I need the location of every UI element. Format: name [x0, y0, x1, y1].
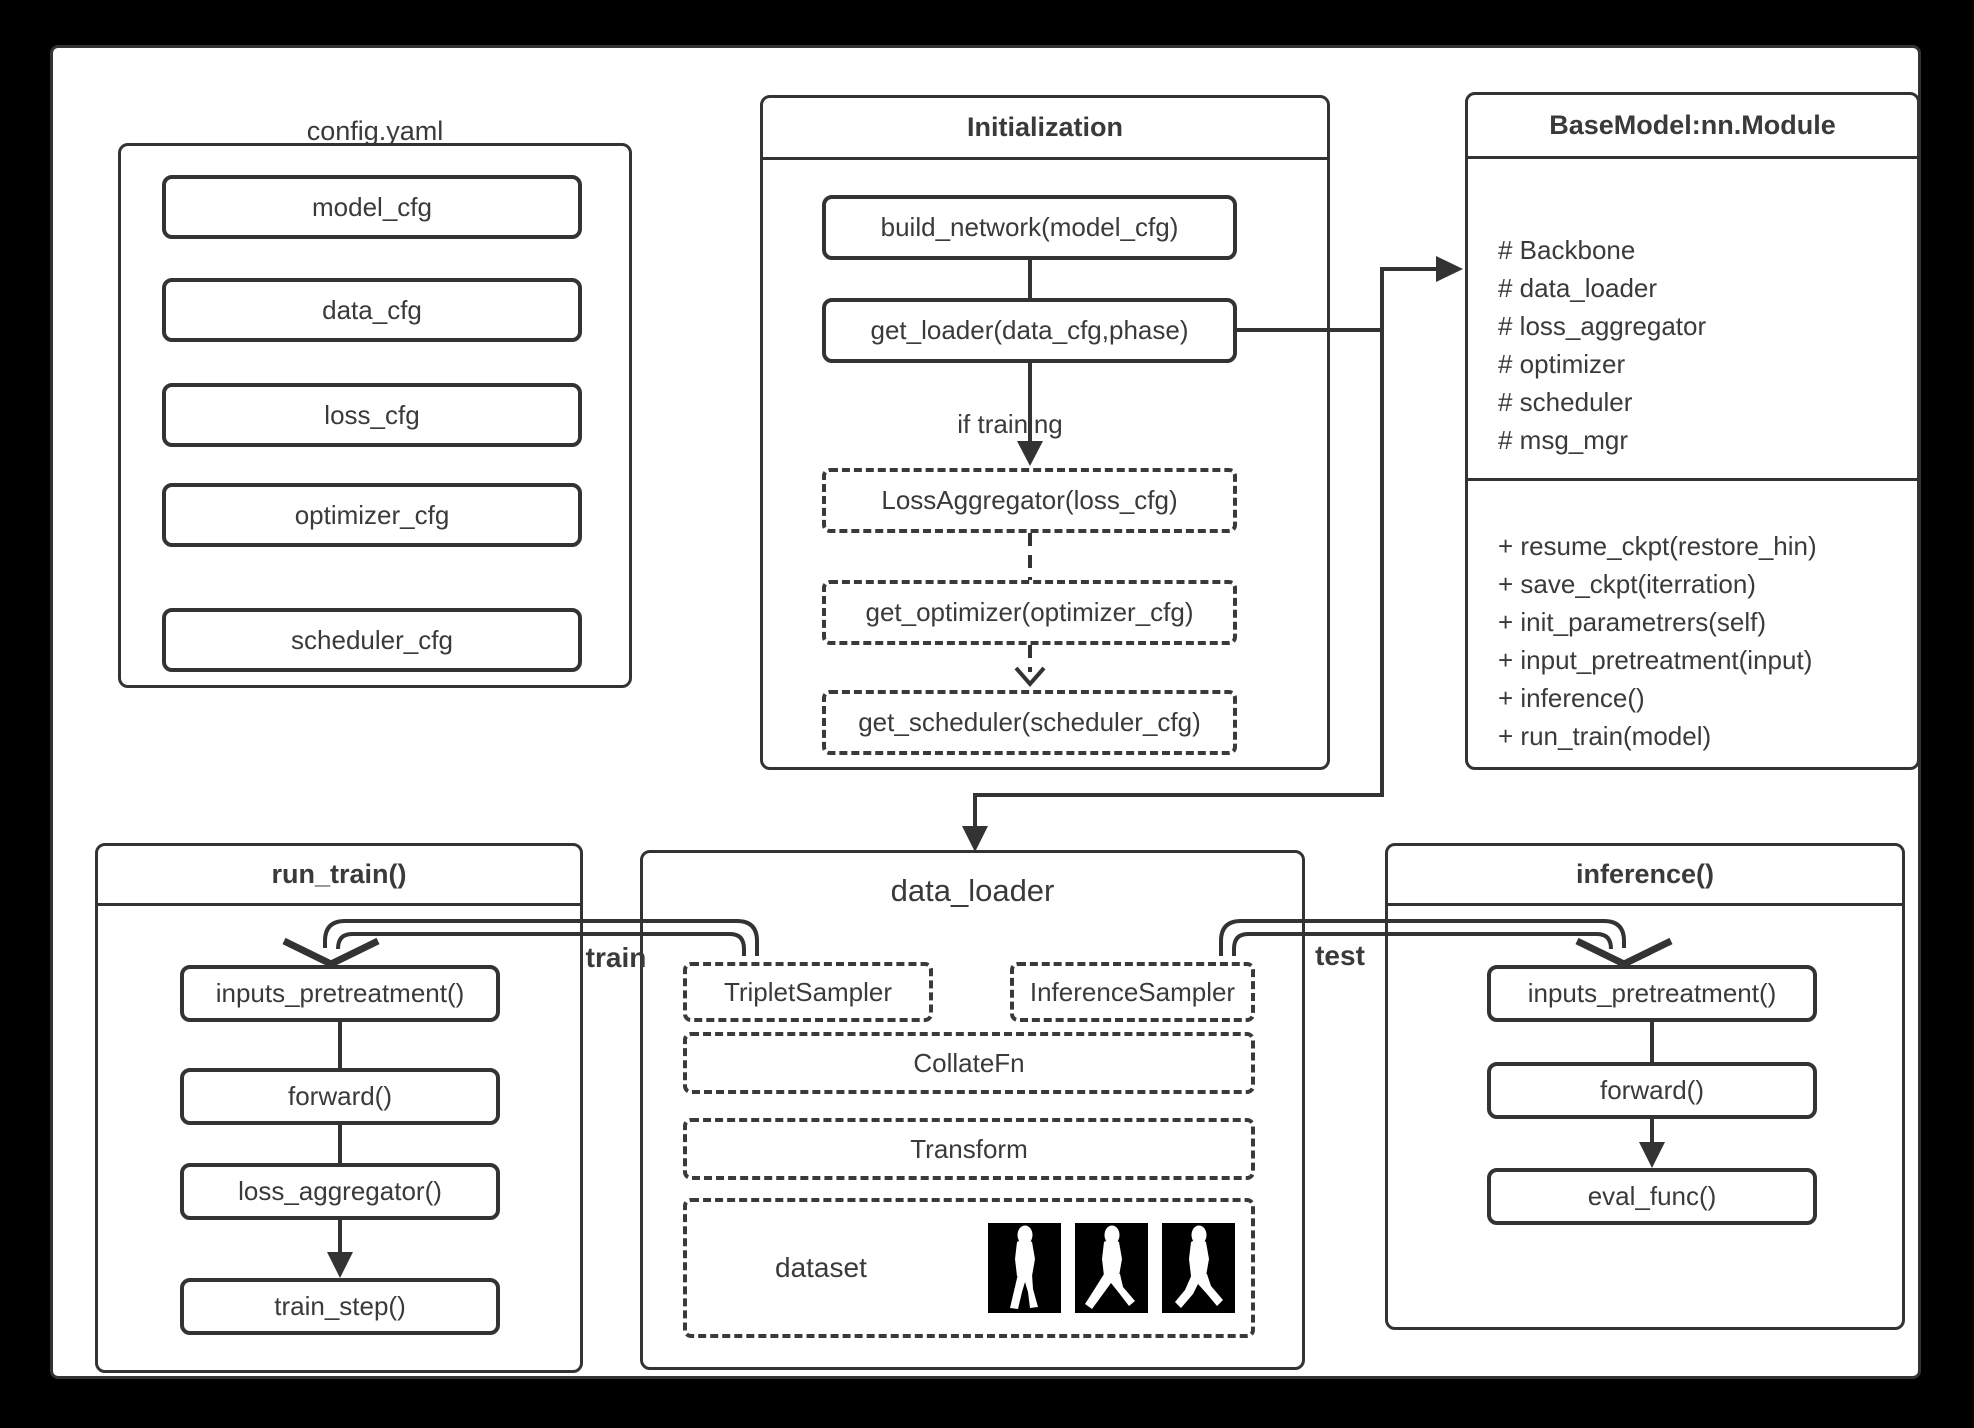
node-rt-loss-aggregator: loss_aggregator() — [180, 1163, 500, 1220]
method-run-train: + run_train(model) — [1498, 721, 1712, 751]
node-rt-inputs-pretreatment: inputs_pretreatment() — [180, 965, 500, 1022]
method-resume-ckpt: + resume_ckpt(restore_hin) — [1498, 531, 1817, 561]
attr-scheduler: # scheduler — [1498, 387, 1633, 417]
node-optimizer-cfg: optimizer_cfg — [162, 483, 582, 547]
train-edge-label: train — [585, 942, 647, 973]
if-training-label: if training — [957, 408, 1063, 439]
data-loader-title: data_loader — [890, 873, 1055, 908]
node-inference-sampler: InferenceSampler — [1010, 962, 1255, 1022]
walking-silhouette-icon — [988, 1223, 1061, 1313]
node-inf-inputs-pretreatment: inputs_pretreatment() — [1487, 965, 1817, 1022]
base-model-title: BaseModel:nn.Module — [1468, 95, 1917, 159]
base-model-class-box — [1465, 92, 1920, 770]
method-inference: + inference() — [1498, 683, 1645, 713]
walking-silhouette-icon — [1075, 1223, 1148, 1313]
node-get-loader: get_loader(data_cfg,phase) — [822, 298, 1237, 363]
test-edge-label: test — [1315, 940, 1365, 971]
gait-silhouette-strip — [988, 1223, 1235, 1313]
node-get-optimizer: get_optimizer(optimizer_cfg) — [822, 580, 1237, 645]
base-model-attributes — [1468, 159, 1917, 481]
node-model-cfg: model_cfg — [162, 175, 582, 239]
attr-optimizer: # optimizer — [1498, 349, 1626, 379]
attr-loss-aggregator: # loss_aggregator — [1498, 311, 1707, 341]
node-rt-train-step: train_step() — [180, 1278, 500, 1335]
node-rt-forward: forward() — [180, 1068, 500, 1125]
node-loss-cfg: loss_cfg — [162, 383, 582, 447]
attr-data-loader: # data_loader — [1498, 273, 1658, 303]
node-collate-fn: CollateFn — [683, 1032, 1255, 1094]
node-dataset — [683, 1198, 1255, 1338]
method-save-ckpt: + save_ckpt(iterration) — [1498, 569, 1756, 599]
attr-msg-mgr: # msg_mgr — [1498, 425, 1629, 455]
attr-backbone: # Backbone — [1498, 235, 1636, 265]
method-init-parameters: + init_parametrers(self) — [1498, 607, 1767, 637]
config-yaml-title: config.yaml — [306, 115, 444, 146]
node-inf-forward: forward() — [1487, 1062, 1817, 1119]
node-scheduler-cfg: scheduler_cfg — [162, 608, 582, 672]
inference-title: inference() — [1388, 846, 1902, 906]
node-transform: Transform — [683, 1118, 1255, 1180]
node-triplet-sampler: TripletSampler — [683, 962, 933, 1022]
node-get-scheduler: get_scheduler(scheduler_cfg) — [822, 690, 1237, 755]
node-loss-aggregator-init: LossAggregator(loss_cfg) — [822, 468, 1237, 533]
dataset-label: dataset — [775, 1252, 867, 1283]
walking-silhouette-icon — [1162, 1223, 1235, 1313]
run-train-title: run_train() — [98, 846, 580, 906]
node-build-network: build_network(model_cfg) — [822, 195, 1237, 260]
node-inf-eval-func: eval_func() — [1487, 1168, 1817, 1225]
node-data-cfg: data_cfg — [162, 278, 582, 342]
method-input-pretreatment: + input_pretreatment(input) — [1498, 645, 1813, 675]
base-model-methods — [1468, 481, 1917, 755]
initialization-title: Initialization — [763, 98, 1327, 160]
